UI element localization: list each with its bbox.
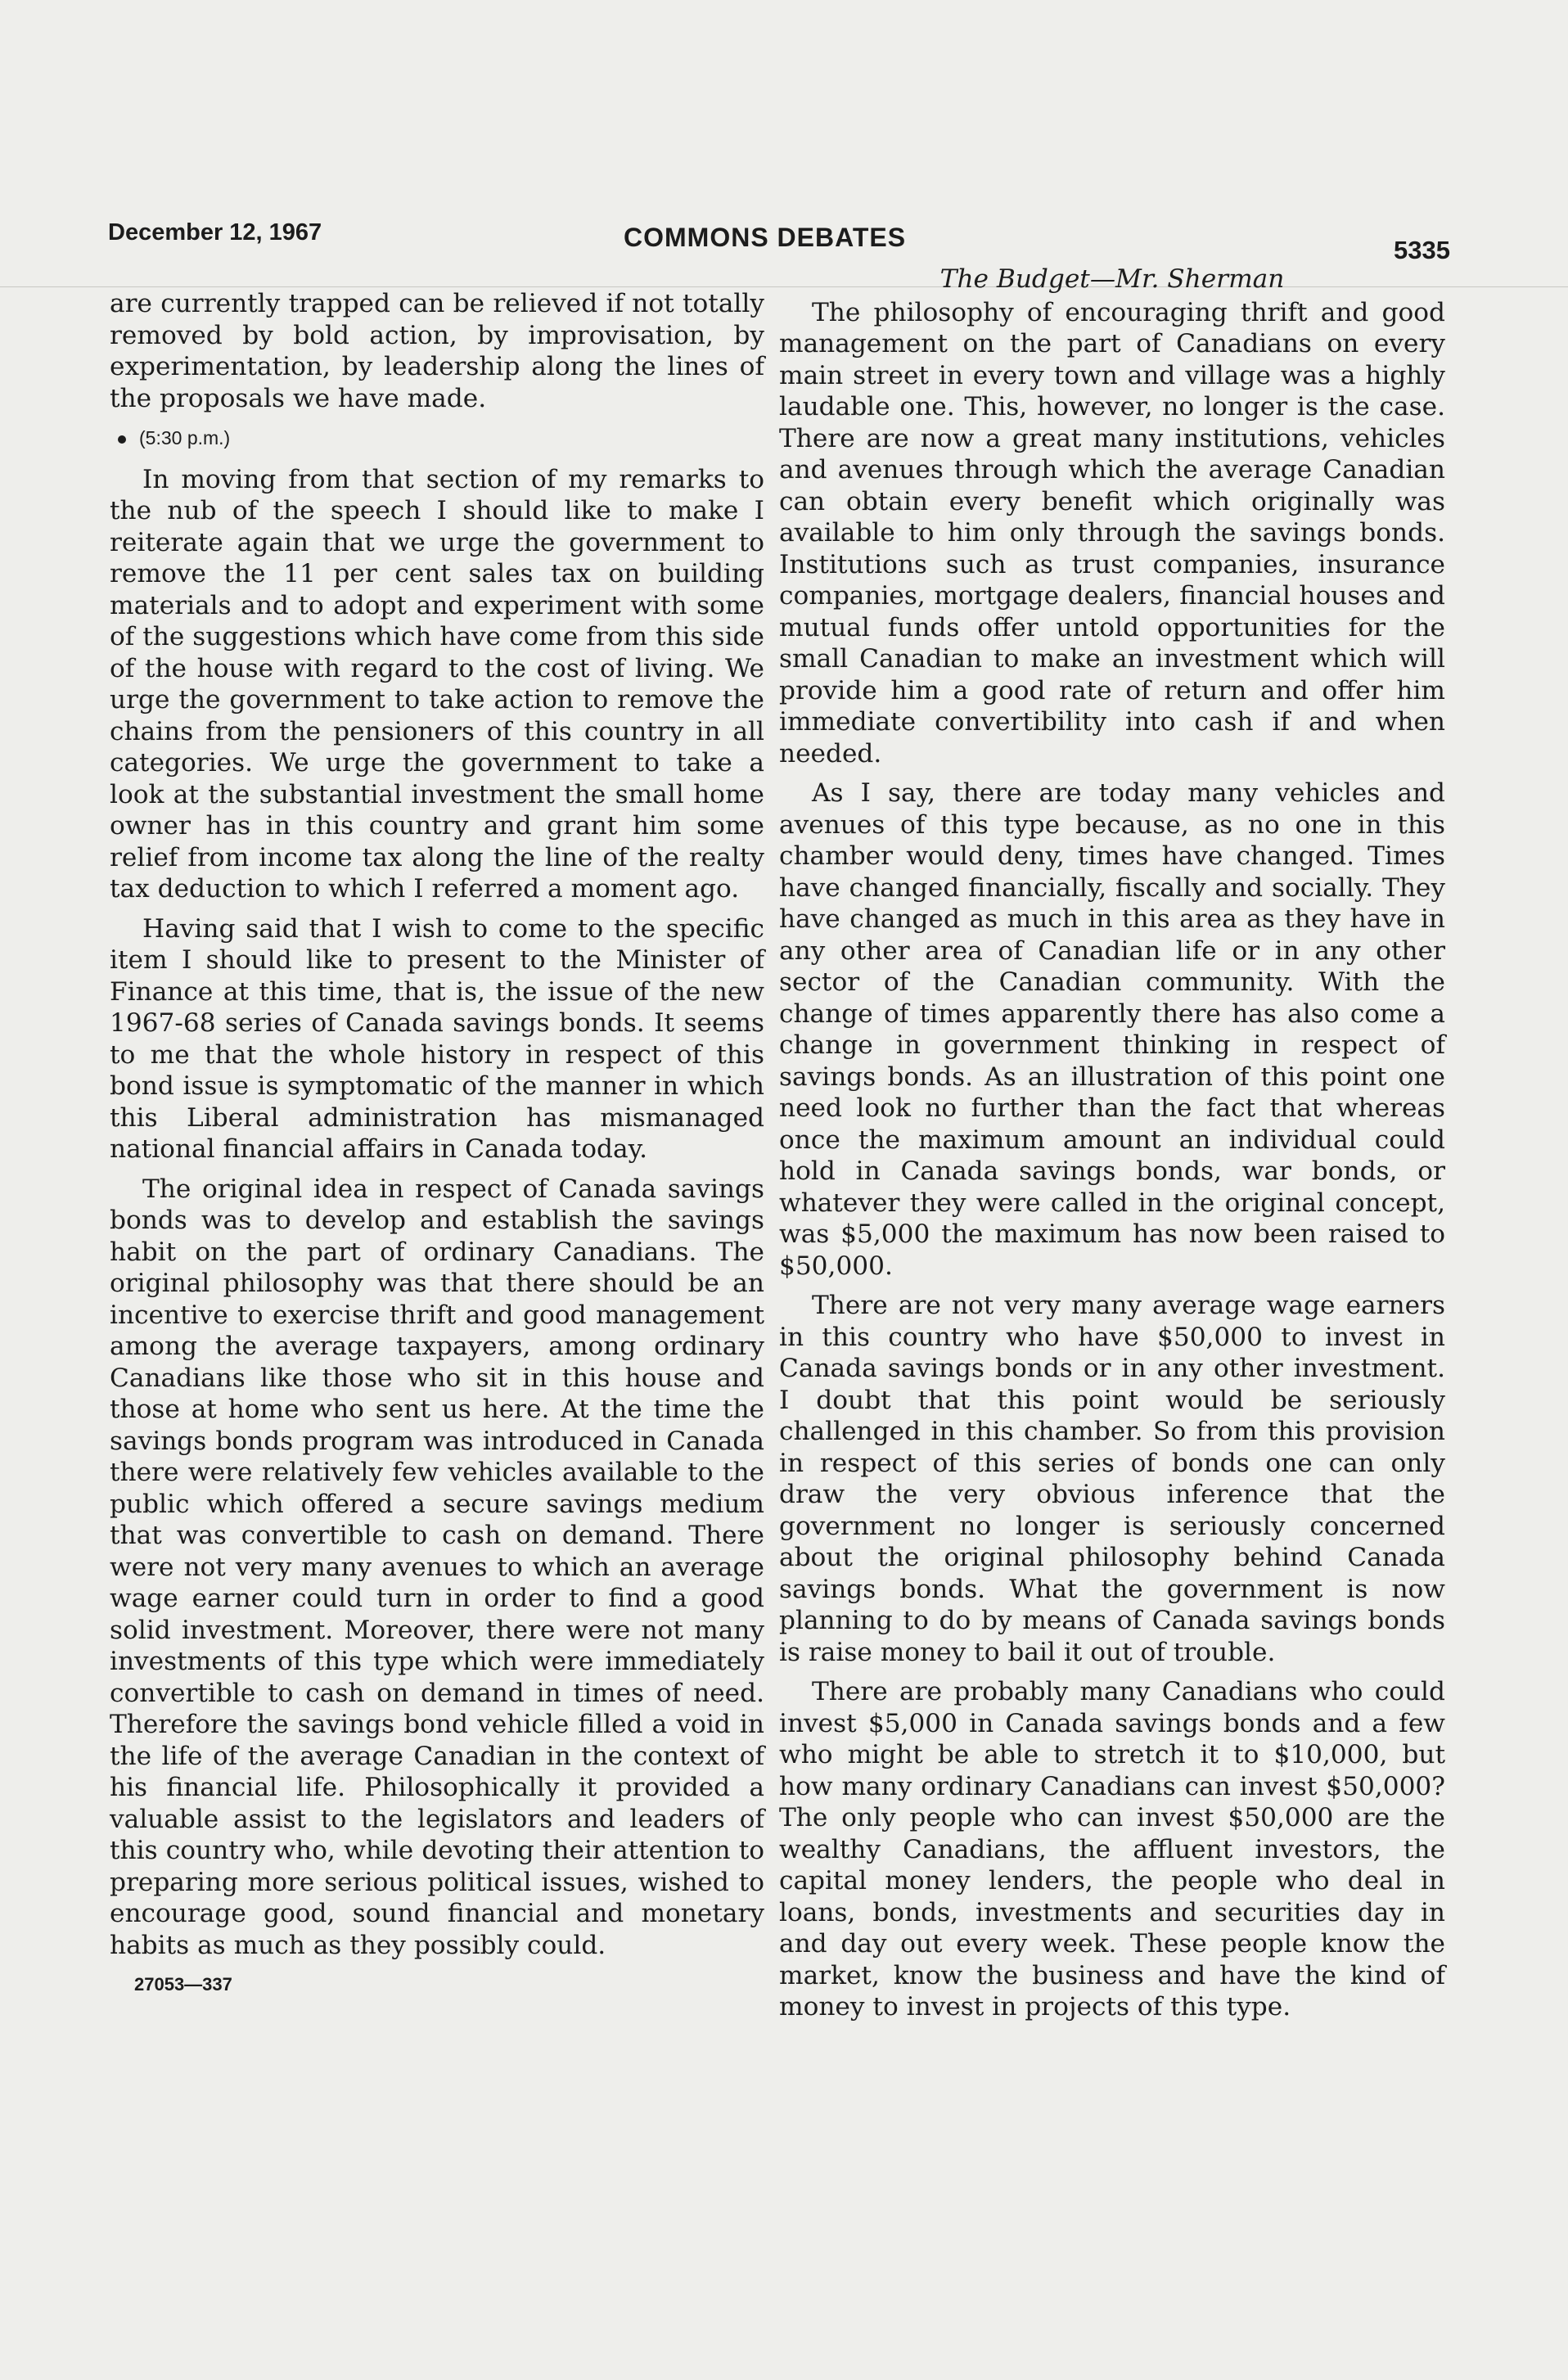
time-stamp-text: (5:30 p.m.) [139,427,231,449]
paragraph: In moving from that section of my remarks to the nub of the speech I should like to make I reiterate again that we urge the government to remove the 11 per cent sales tax on building materials and to adopt and experiment with some of the suggestions which have come from this side of the house with regard to the cost of living. We urge the government to take action to remove the chains from the pensioners of this country in all categories. We urge the government to take a look at the substantial investment the small home owner has in this country and grant him some relief from income tax along the line of the realty tax deduction to which I referred a moment ago. [110,464,764,904]
page-header [108,219,1450,264]
header-date: December 12, 1967 [108,219,322,246]
footer-code: 27053—337 [134,1974,232,1995]
right-column [779,264,1445,2031]
paragraph: There are not very many average wage earners in this country who have $50,000 to invest in Canada savings bonds or in any other investment. I doubt that this point would be seriously challenged in this chamber. So from this provision in respect of this series of bonds one can only draw the very obvious inference that the government no longer is seriously concerned about the original philosophy behind Canada savings bonds. What the government is now planning to do by means of Canada savings bonds is raise money to bail it out of trouble. [779,1291,1445,1667]
header-title: COMMONS DEBATES [624,223,907,252]
time-stamp [118,422,764,454]
header-page-number: 5335 [1394,236,1450,264]
bullet-icon [118,435,126,444]
paragraph: The philosophy of encouraging thrift and good management on the part of Canadians on every main street in every town and village was a highly laudable one. This, however, no longer is the case. There are now a great many institutions, vehicles and avenues through which the average Canadian can obtain every benefit which originally was available to him only through the savings bonds. Institutions such as trust companies, insurance companies, mortgage dealers, financial houses and mutual funds offer untold opportunities for the small Canadian to make an investment which will provide him a good rate of return and offer him immediate convertibility into cash if and when needed. [779,297,1445,769]
running-head: The Budget—Mr. Sherman [939,264,1285,294]
paragraph: The original idea in respect of Canada savings bonds was to develop and establish the savings habit on the part of ordinary Canadians. The original philosophy was that there should be an incentive to exercise thrift and good management among the average taxpayers, among ordinary Canadians like those who sit in this house and those at home who sent us here. At the time the savings bonds program was introduced in Canada there were relatively few vehicles available to the public which offered a secure savings medium that was convertible to cash on demand. There were not very many avenues to which an average wage earner could turn in order to find a good solid investment. Moreover, there were not many investments of this type which were immediately convertible to cash on demand in times of need. Therefore the savings bond vehicle filled a void in the life of the average Canadian in the context of his financial life. Philosophically it provided a valuable assist to the legislators and leaders of this country who, while devoting their attention to preparing more serious political issues, wished to encourage good, sound financial and monetary habits as much as they possibly could. [110,1174,764,1960]
paragraph: are currently trapped can be relieved if not totally removed by bold action, by improvisation, by experimentation, by leadership along the lines of the proposals we have made. [110,289,764,413]
left-column [110,288,764,2001]
paragraph: Having said that I wish to come to the specific item I should like to present to the Minister of Finance at this time, that is, the issue of the new 1967-68 series of Canada savings bonds. It seems to me that the whole history in respect of this bond issue is symptomatic of the manner in which this Liberal administration has mismanaged national financial affairs in Canada today. [110,913,764,1164]
paragraph: As I say, there are today many vehicles and avenues of this type because, as no one in this chamber would deny, times have changed. Times have changed financially, fiscally and socially. They have changed as much in this area as they have in any other area of Canadian life or in any other sector of the Canadian community. With the change of times apparently there has also come a change in government thinking in respect of savings bonds. As an illustration of this point one need look no further than the fact that whereas once the maximum amount an individual could hold in Canada savings bonds, war bonds, or whatever they were called in the original concept, was $5,000 the maximum has now been raised to $50,000. [779,778,1445,1281]
paragraph: There are probably many Canadians who could invest $5,000 in Canada savings bonds and a few who might be able to stretch it to $10,000, but how many ordinary Canadians can invest $50,000? The only people who can invest $50,000 are the wealthy Canadians, the affluent investors, the capital money lenders, the people who deal in loans, bonds, investments and securities day in and day out every week. These people know the market, know the business and have the kind of money to invest in projects of this type. [779,1677,1445,2022]
